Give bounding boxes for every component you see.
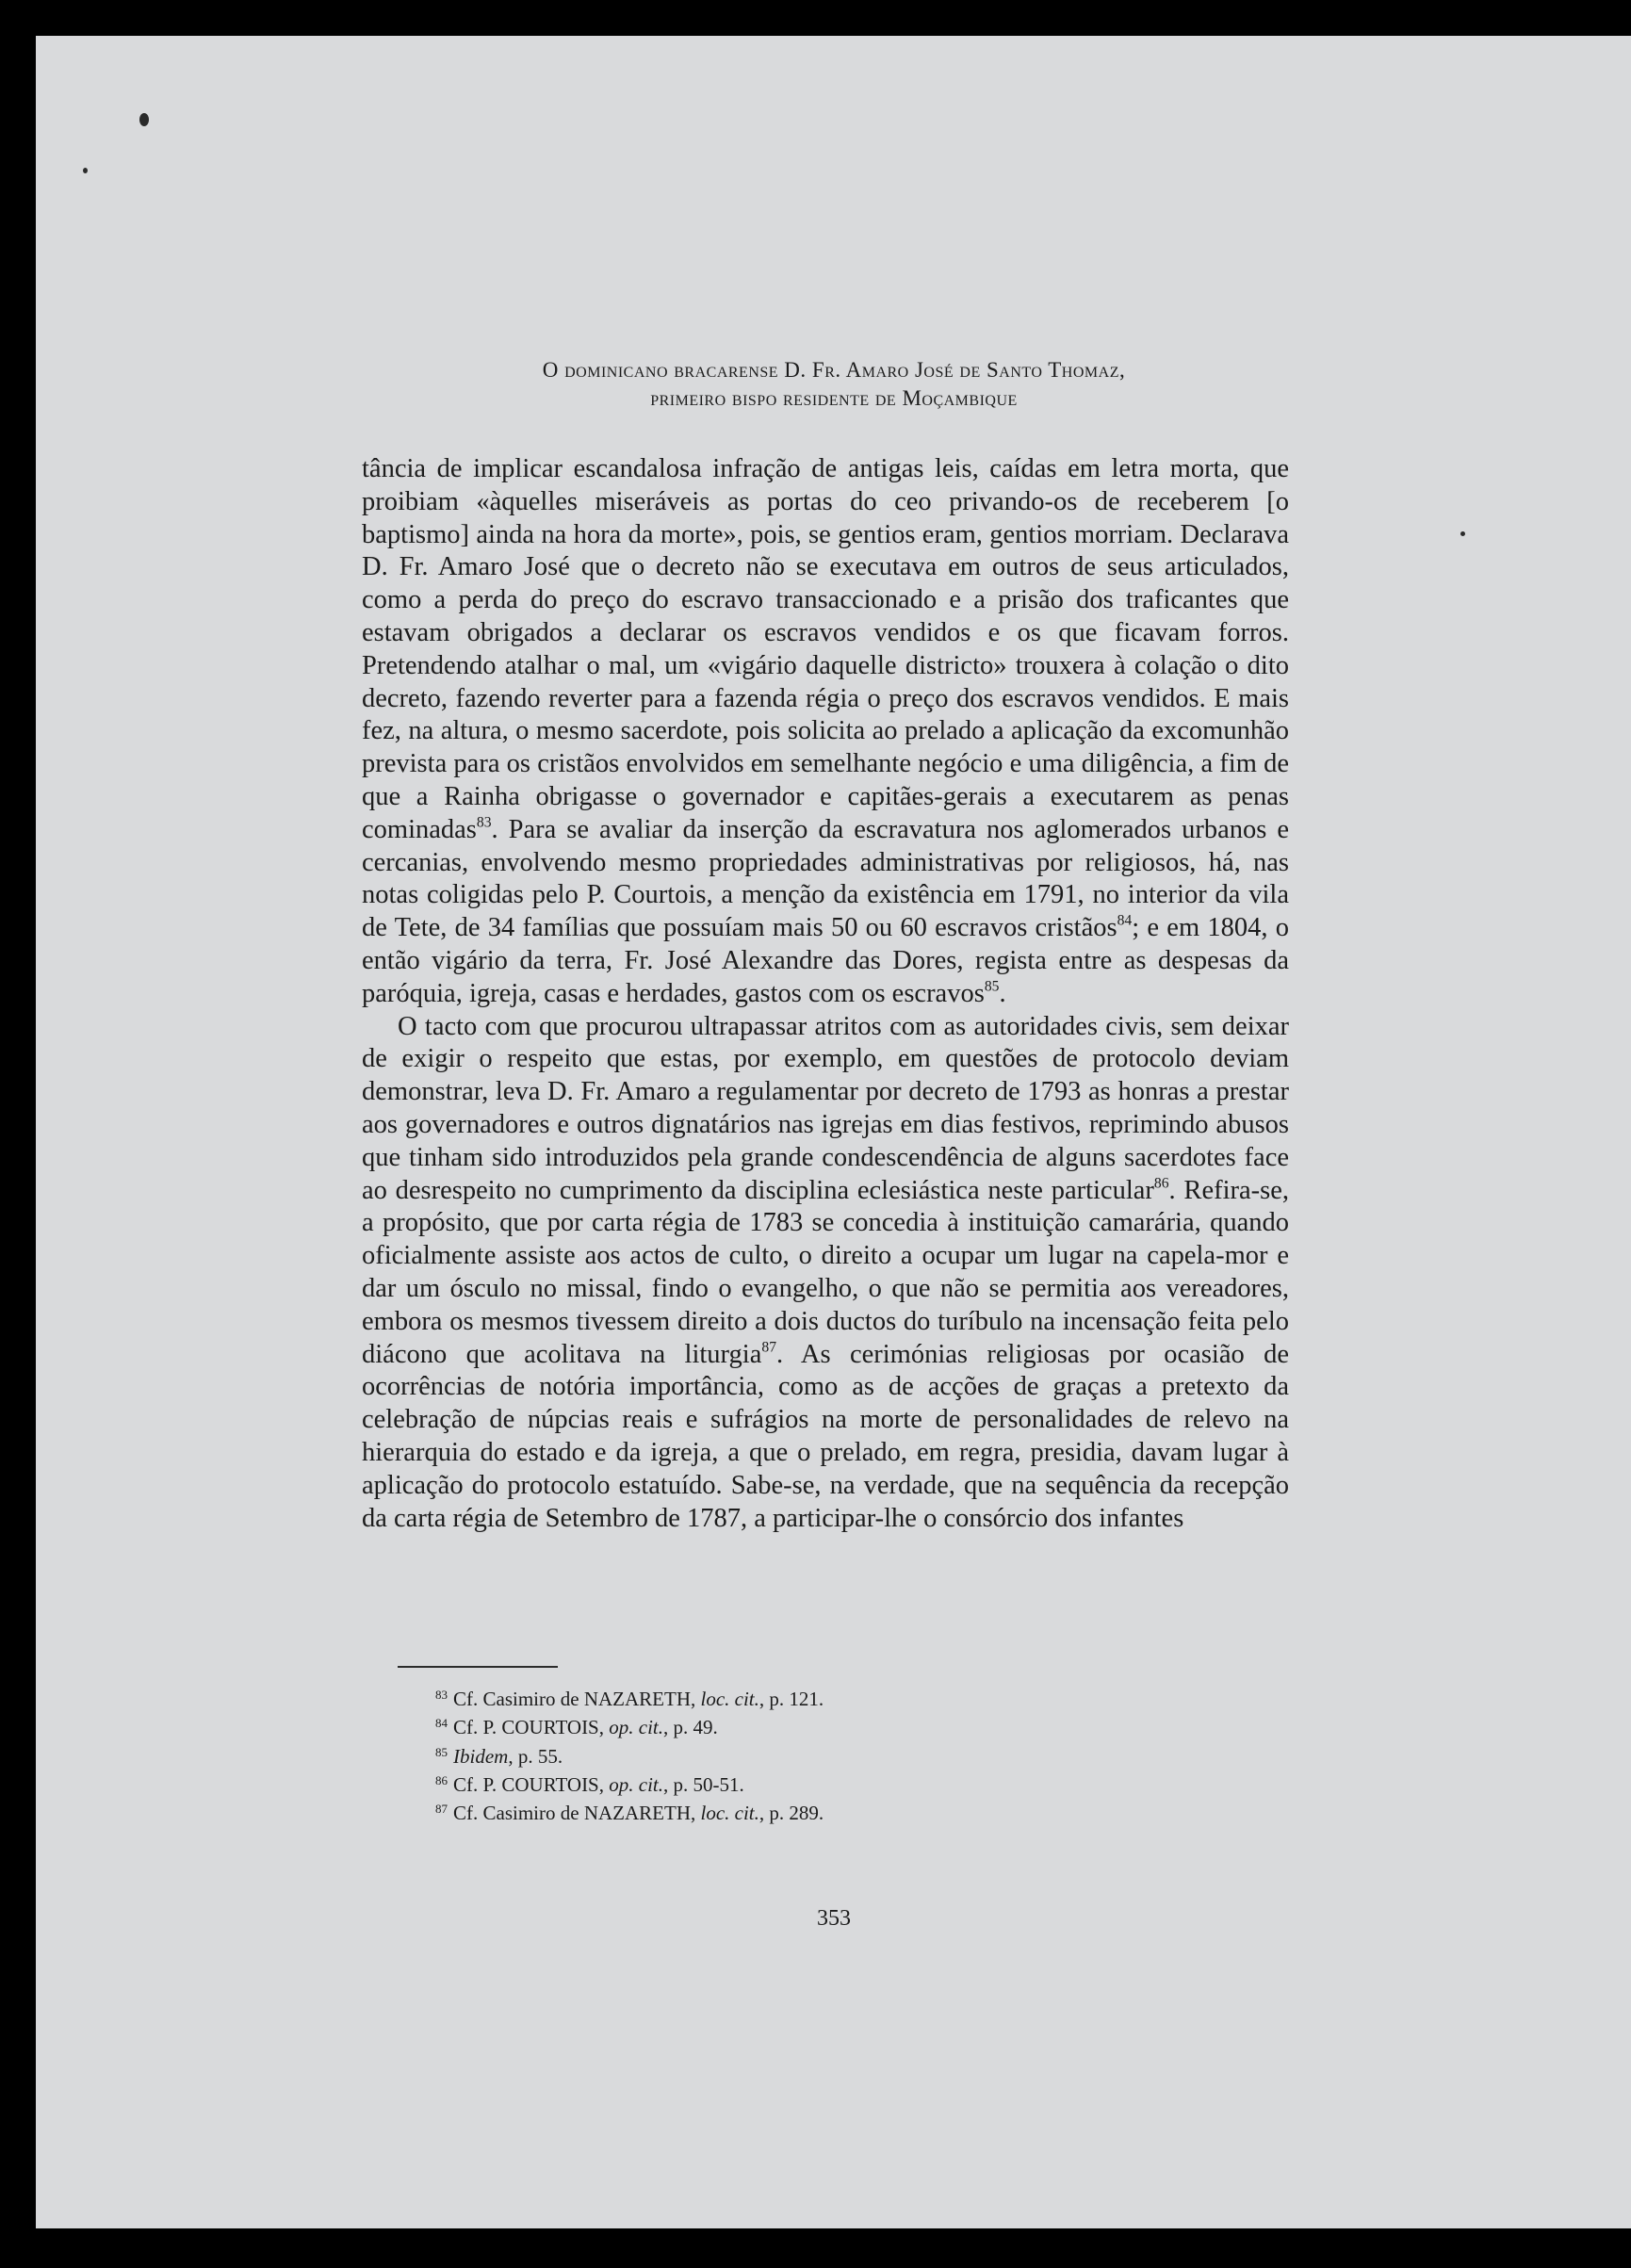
footnote-text: Cf. Casimiro de NAZARETH, xyxy=(453,1802,701,1825)
footnote-italic: op. cit. xyxy=(609,1773,663,1797)
footnote-number: 87 xyxy=(435,1802,449,1817)
paragraph-1-text-1: tância de implicar escandalosa infração de antigas leis, caídas em letra morta, que proibiam «àquelles miseráveis as portas do ceo privando-os de receberem [o baptismo] ainda na hora da morte», pois, se gentios eram, gentios morriam. Declarava D. Fr. Amaro José que o decreto não se executava em outros de seus articulados, como a perda do preço do escravo transaccionado e a prisão dos traficantes que estavam obrigados a declarar os escravos vendidos e os que ficavam forros. Pretendendo atalhar o mal, um «vigário daquelle districto» trouxera à colação o dito decreto, fazendo reverter para a fazenda régia o preço dos escravos vendidos. E mais fez, na altura, o mesmo sacerdote, pois solicita ao prelado a aplicação da excomunhão prevista para os cristãos envolvidos em semelhante negócio e uma diligência, a fim de que a Rainha obrigasse o governador e capitães-gerais a executarem as penas cominadas xyxy=(362,454,1289,844)
paragraph-1 xyxy=(362,453,1289,1011)
footnote-ref-86: 86 xyxy=(1153,1174,1169,1191)
footnote-number: 83 xyxy=(435,1688,449,1702)
footnote-text: Cf. P. COURTOIS, xyxy=(453,1716,610,1739)
paragraph-2-text-3: . As cerimónias religiosas por ocasião de ocorrências de notória importância, como as de acções de graças a pretexto da celebração de núpcias reais e sufrágios na morte de personalidades de relevo na hierarquia do estado e da igreja, a que o prelado, em regra, presidia, davam lugar à aplicação do protocolo estatuído. Sabe-se, na verdade, que na sequência da recepção da carta régia de Setembro de 1787, a participar-lhe o consórcio dos infantes xyxy=(362,1339,1289,1533)
paragraph-2 xyxy=(362,1011,1289,1536)
body-text xyxy=(362,453,1289,1535)
footnote-text: , p. 49. xyxy=(663,1716,718,1739)
footnote-text: Cf. P. COURTOIS, xyxy=(453,1773,610,1797)
footnote-number: 84 xyxy=(435,1716,449,1731)
footnote-italic: op. cit. xyxy=(609,1716,663,1739)
ink-speck xyxy=(139,113,149,126)
running-head-line-2: primeiro bispo residente de Moçambique xyxy=(650,386,1018,410)
footnote-text: , p. 289. xyxy=(758,1802,824,1825)
ink-speck xyxy=(1460,531,1465,536)
paragraph-2-text-2: . Refira-se, a propósito, que por carta régia de 1783 se concedia à instituição camarária, quando oficialmente assiste aos actos de culto, o direito a ocupar um lugar na capela-mor e dar um ósculo no missal, findo o evangelho, o que não se permitia aos vereadores, embora os mesmos tivessem direito a dois ductos do turíbulo na incensação feita pelo diácono que acolitava na liturgia xyxy=(362,1175,1289,1369)
paragraph-1-text-4: . xyxy=(999,978,1006,1008)
footnote-text: Cf. Casimiro de NAZARETH, xyxy=(453,1688,701,1711)
page-number: 353 xyxy=(817,1906,851,1931)
footnote-85 xyxy=(435,1740,1095,1769)
footnote-italic: loc. cit. xyxy=(700,1688,759,1711)
footnote-number: 85 xyxy=(435,1744,449,1759)
paragraph-2-text-1: O tacto com que procurou ultrapassar atritos com as autoridades civis, sem deixar de exigir o respeito que estas, por exemplo, em questões de protocolo deviam demonstrar, leva D. Fr. Amaro a regulamentar por decreto de 1793 as honras a prestar aos governadores e outros dignatários nas igrejas em dias festivos, reprimindo abusos que tinham sido introduzidos pela grande condescendência de alguns sacerdotes face ao desrespeito no cumprimento da disciplina eclesiástica neste particular xyxy=(362,1011,1289,1205)
footnote-83 xyxy=(435,1683,1095,1711)
footnote-86 xyxy=(435,1769,1095,1797)
footnote-divider xyxy=(398,1666,558,1668)
footnote-text: , p. 50-51. xyxy=(663,1773,744,1797)
footnote-italic: loc. cit. xyxy=(700,1802,759,1825)
paragraph-1-text-3: ; e em 1804, o então vigário da terra, Fr. José Alexandre das Dores, regista entre as despesas da paróquia, igreja, casas e herdades, gastos com os escravos xyxy=(362,913,1289,1008)
footnote-text: , p. 55. xyxy=(508,1744,563,1768)
footnote-ref-87: 87 xyxy=(761,1338,777,1355)
page-sheet xyxy=(36,36,1631,2228)
footnote-ref-84: 84 xyxy=(1117,912,1133,929)
footnote-ref-85: 85 xyxy=(984,978,1000,994)
ink-speck xyxy=(83,168,88,173)
footnote-text: , p. 121. xyxy=(758,1688,824,1711)
footnote-italic: Ibidem xyxy=(453,1744,509,1768)
footnote-ref-83: 83 xyxy=(476,814,492,831)
footnote-number: 86 xyxy=(435,1773,449,1788)
running-head xyxy=(36,356,1631,413)
paragraph-1-text-2: . Para se avaliar da inserção da escravatura nos aglomerados urbanos e cercanias, envolvendo mesmo propriedades administrativas por religiosos, há, nas notas coligidas pelo P. Courtois, a menção da existência em 1791, no interior da vila de Tete, de 34 famílias que possuíam mais 50 ou 60 escravos cristãos xyxy=(362,814,1289,943)
footnote-87 xyxy=(435,1797,1095,1825)
running-head-line-1: O dominicano bracarense D. Fr. Amaro José de Santo Thomaz, xyxy=(542,358,1126,382)
footnote-84 xyxy=(435,1711,1095,1739)
footnotes xyxy=(435,1683,1095,1826)
